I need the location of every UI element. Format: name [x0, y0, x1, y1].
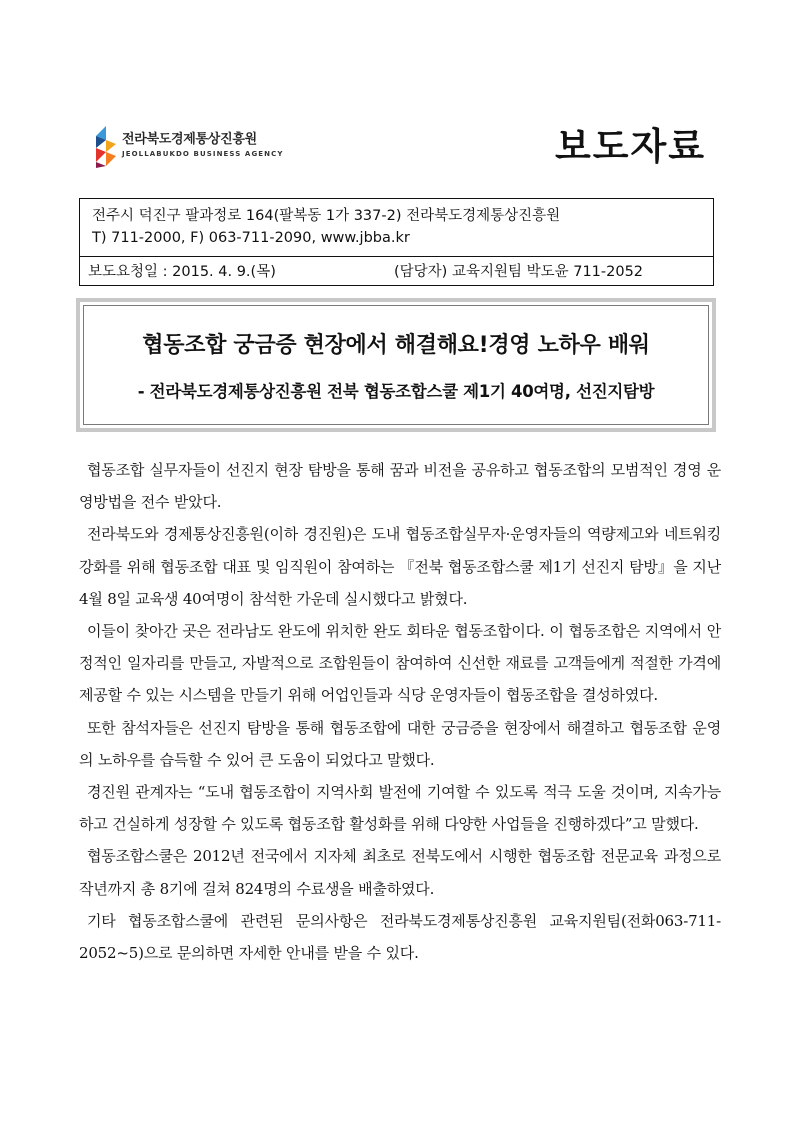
- subheadline: - 전라북도경제통상진흥원 전북 협동조합스쿨 제1기 40여명, 선진지탐방: [137, 382, 655, 401]
- body-paragraph: 경진원 관계자는 “도내 협동조합이 지역사회 발전에 기여할 수 있도록 적극 도울 것이며, 지속가능하고 건실하게 성장할 수 있도록 협동조합 활성화를 위해 다양한 사업들을 진행하겠다”고 말했다.: [79, 783, 721, 834]
- contact-line: T) 711-2000, F) 063-711-2090, www.jbba.kr: [92, 230, 410, 246]
- org-logo: [92, 120, 352, 176]
- jbba-logo-icon: [92, 122, 118, 168]
- body-paragraph: 이들이 찾아간 곳은 전라남도 완도에 위치한 완도 회타운 협동조합이다. 이 협동조합은 지역에서 안정적인 일자리를 만들고, 자발적으로 조합원들이 참여하여 신선한 재료를 고객들에게 적절한 가격에 제공할 수 있는 시스템을 만들기 위해 어업인들과 식당 운영자들이 협동조합을 결성하였다.: [79, 622, 721, 705]
- contact-person: (담당자) 교육지원팀 박도윤 711-2052: [394, 264, 644, 280]
- info-divider: [80, 256, 713, 257]
- body-paragraph: 전라북도와 경제통상진흥원(이하 경진원)은 도내 협동조합실무자·운영자들의 역량제고와 네트워킹 강화를 위해 협동조합 대표 및 임직원이 참여하는 『전북 협동조합스쿨 제1기 선진지 탐방』을 지난 4월 8일 교육생 40여명이 참석한 가운데 실시했다고 밝혔다.: [79, 525, 721, 608]
- body-paragraph: 또한 참석자들은 선진지 탐방을 통해 협동조합에 대한 궁금증을 현장에서 해결하고 협동조합 운영의 노하우를 습득할 수 있어 큰 도움이 되었다고 말했다.: [79, 718, 721, 769]
- org-name-ko: 전라북도경제통상진흥원: [122, 132, 257, 147]
- org-name-en: JEOLLABUKDO BUSINESS AGENCY: [122, 150, 284, 158]
- address-line: 전주시 덕진구 팔과정로 164(팔복동 1가 337-2) 전라북도경제통상진흥원: [92, 208, 561, 224]
- request-date: 보도요청일 : 2015. 4. 9.(목): [88, 264, 276, 280]
- article-body: [79, 454, 721, 969]
- document-type-title: 보도자료: [555, 125, 706, 168]
- headline: 협동조합 궁금증 현장에서 해결해요!경영 노하우 배워: [142, 333, 650, 358]
- info-box: [79, 198, 714, 286]
- body-paragraph: 협동조합 실무자들이 선진지 현장 탐방을 통해 꿈과 비전을 공유하고 협동조합의 모범적인 경영 운영방법을 전수 받았다.: [79, 461, 721, 512]
- title-box: [76, 298, 716, 432]
- body-paragraph: 기타 협동조합스쿨에 관련된 문의사항은 전라북도경제통상진흥원 교육지원팀(전화063-711-2052~5)으로 문의하면 자세한 안내를 받을 수 있다.: [79, 911, 721, 963]
- title-inner-frame: [83, 305, 709, 425]
- body-paragraph: 협동조합스쿨은 2012년 전국에서 지자체 최초로 전북도에서 시행한 협동조합 전문교육 과정으로 작년까지 총 8기에 걸쳐 824명의 수료생을 배출하였다.: [79, 847, 721, 898]
